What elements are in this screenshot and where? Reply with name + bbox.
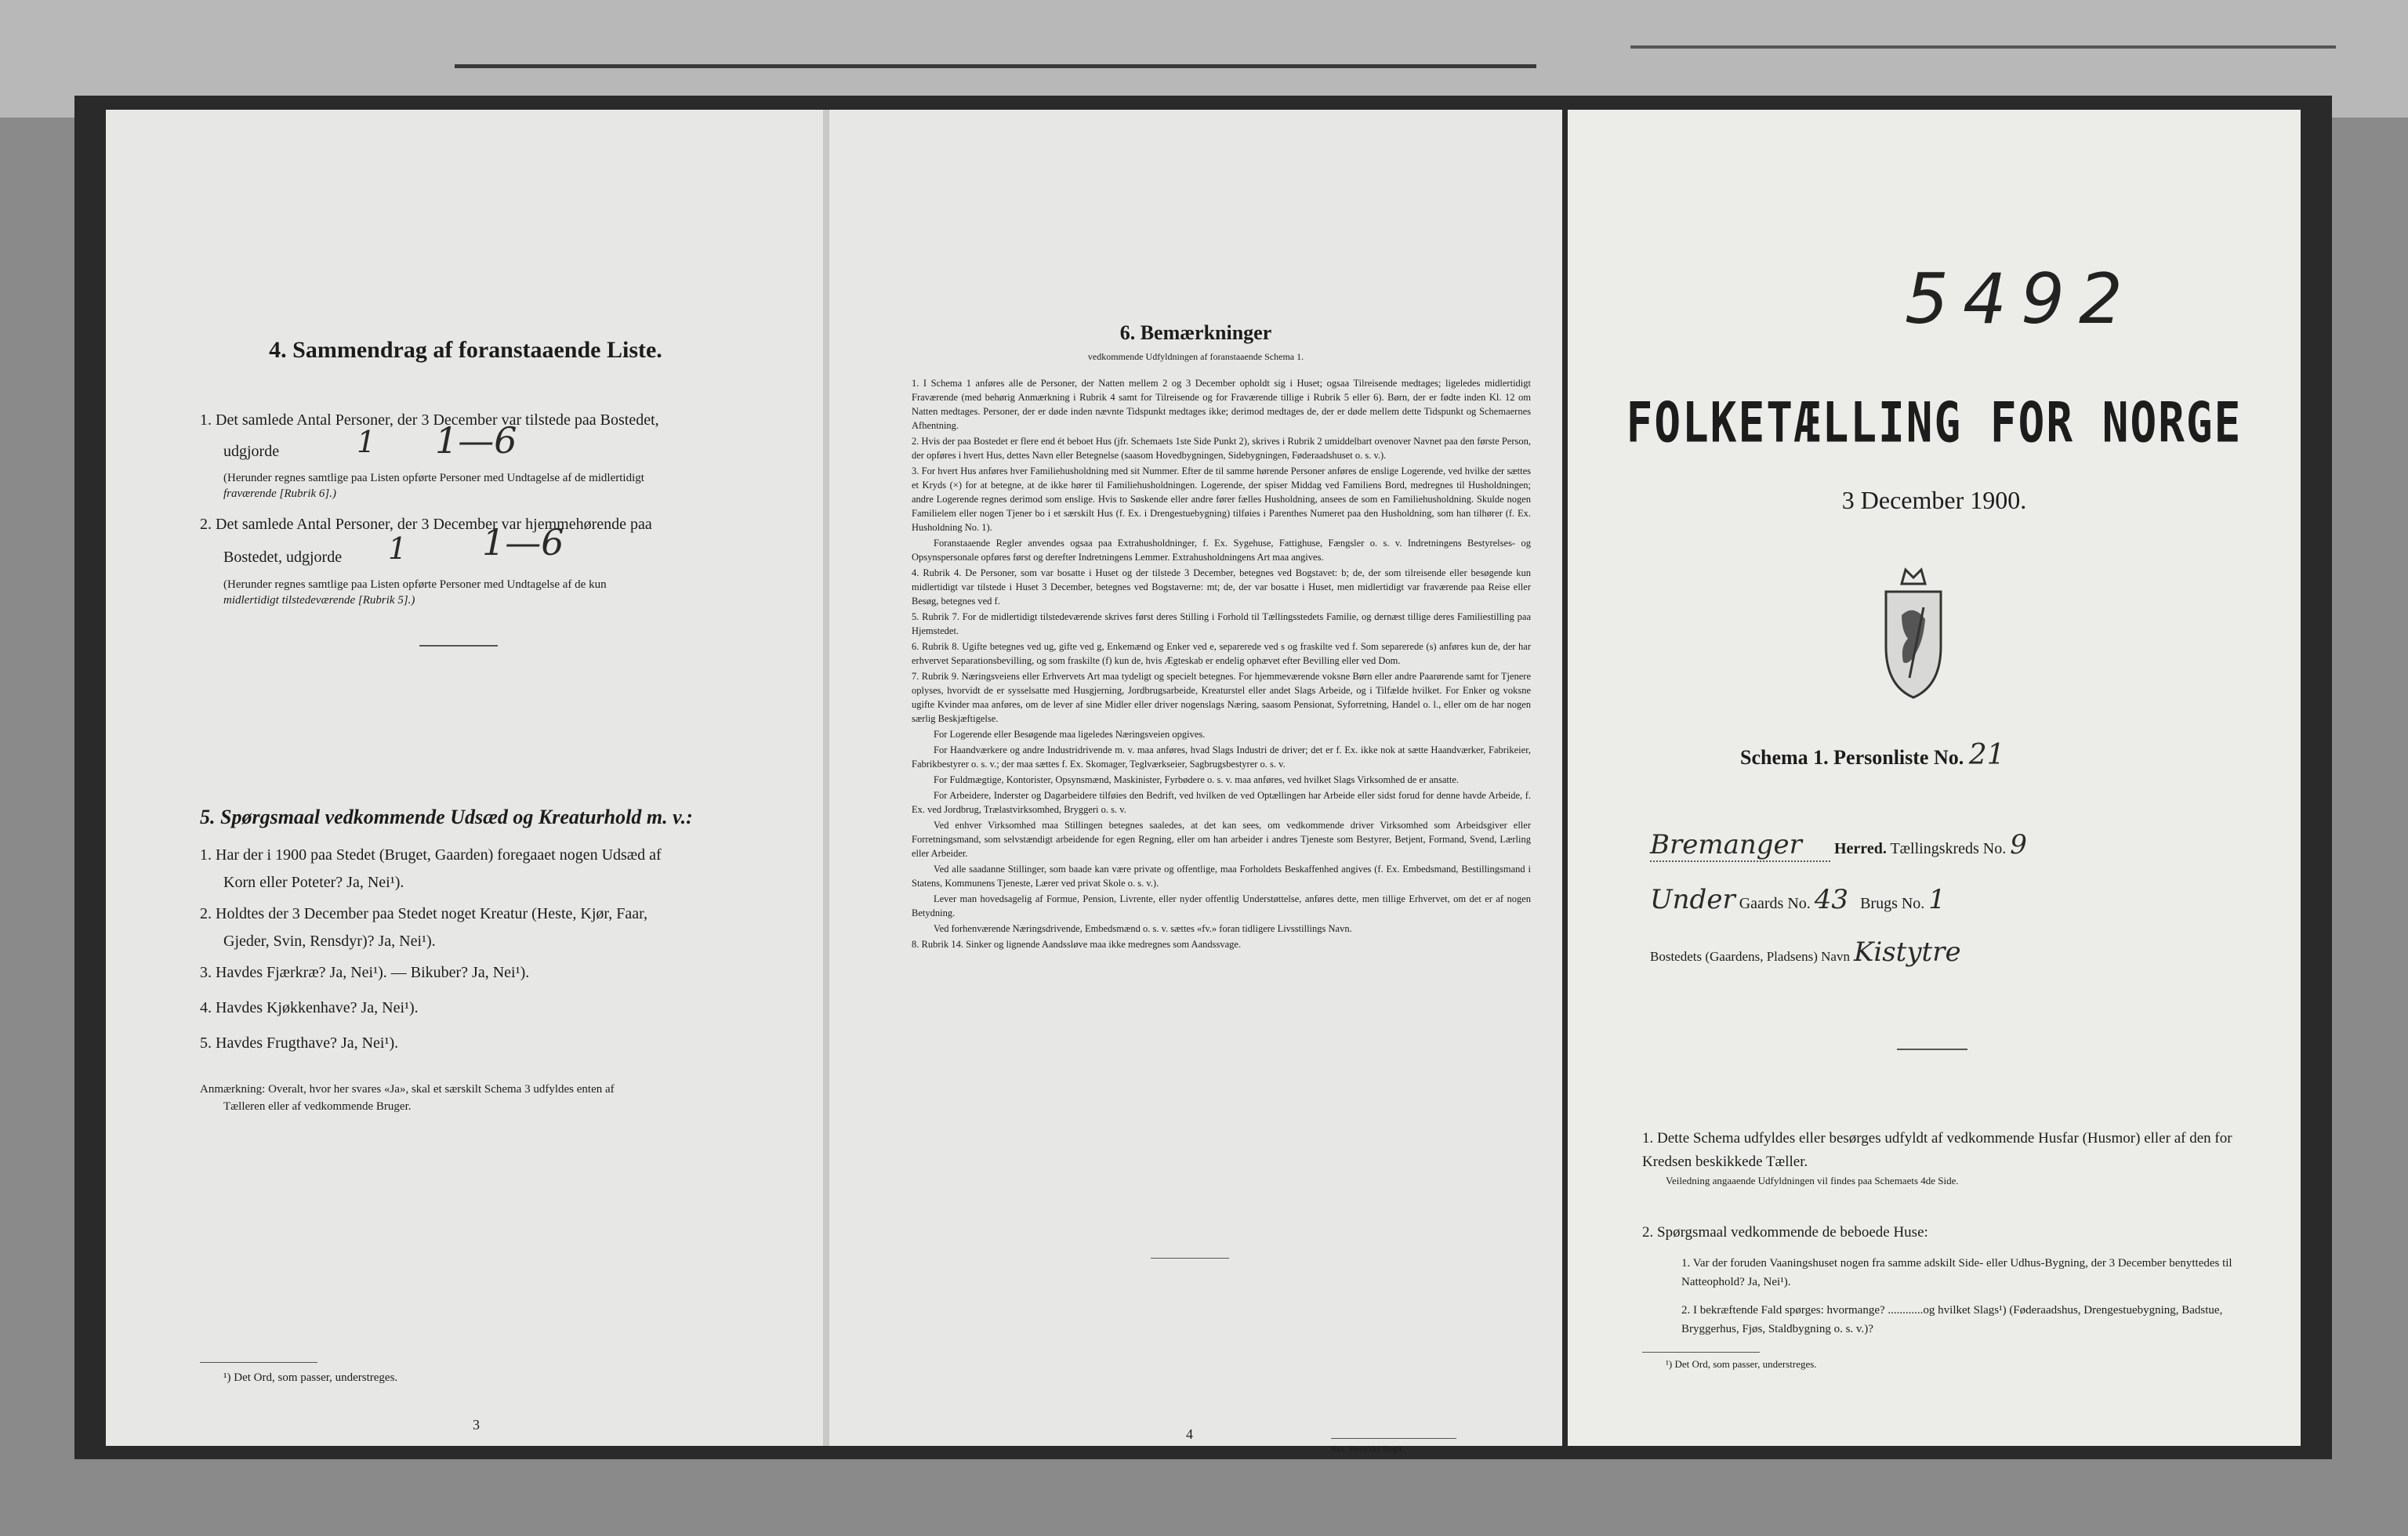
summary-item-1-line-1: 1. Det samlede Antal Personer, der 3 December var tilstede paa Bostedet,: [200, 411, 659, 429]
document-title: FOLKETÆLLING FOR NORGE: [1626, 391, 2243, 456]
remark-paragraph: 2. Hvis der paa Bostedet er flere end ét beboet Hus (jfr. Schemaets 1ste Side Punkt 2), skrives i Rubrik 2 umiddelbart ovenover Navnet paa den første Person, der opføres i hvert Hus, dettes Navn eller Betegnelse (saasom Hovedbygningen, Sidebygningen, Føderaadshuset o. s. v.).: [912, 436, 1531, 461]
summary-item-2-note-2: midlertidigt tilstedeværende [Rubrik 5].): [223, 594, 415, 607]
question-2-line-1: 2. Holdtes der 3 December paa Stedet noget Kreatur (Heste, Kjør, Faar,: [200, 905, 647, 922]
page-number: 3: [473, 1417, 480, 1433]
footnote-rule: [1642, 1352, 1760, 1353]
divider: [1151, 1258, 1229, 1259]
brug-number: 1: [1928, 884, 1946, 915]
summary-item-1-line-2: udgjorde: [223, 443, 280, 460]
printer-imprint: Kra. Steen'ske Bogtr.: [1331, 1444, 1405, 1454]
footnote: ¹) Det Ord, som passer, understreges.: [223, 1371, 398, 1384]
summary-item-2-line-2: Bostedet, udgjorde: [223, 549, 343, 566]
question-4: 4. Havdes Kjøkkenhave? Ja, Nei¹).: [200, 999, 419, 1016]
background-rule-right: [1630, 45, 2336, 49]
remark-paragraph: 7. Rubrik 9. Næringsveiens eller Erhvervets Art maa tydeligt og specielt betegnes. For hjemmeværende voksne Børn eller andre Paarørende samt for Tjenere oplyses, hvorvidt de er sysselsatte med Husgjerning, Jordbrugsarbeide, Kreaturstel eller andet Slags Arbeide, og i Tilfælde hvilket. For Enker og voksne ugifte Kvinder maa anføres, om de lever af sine Midler eller driver nogenslags Næring, saasom Pensionat, Syforretning, Handel o. l., eller om de har nogen særlig Beskjæftigelse.: [912, 671, 1531, 724]
remark-paragraph: For Arbeidere, Inderster og Dagarbeidere tilføies den Bedrift, ved hvilken de ved Optællingen har Arbeide eller sidst forud for denne havde Arbeide, f. Ex. ved Jordbrug, Trælastvirksomhed, Bryggeri o. s. v.: [912, 790, 1531, 815]
remark-paragraph: 1. I Schema 1 anføres alle de Personer, der Natten mellem 2 og 3 December opholdt sig i Huset; ogsaa Tilreisende medtages; ligeledes midlertidigt Fraværende (med behørig Anmærkning i Rubrik 4 samt for Tilreisende og for Fraværende tillige i Rubrik 5 eller 6). Børn, der er fødte inden Kl. 12 om Natten medtages. Personer, der er døde inden nævnte Tidspunkt medtages ikke; derimod medtages de, der er døde mellem dette Tidspunkt og Schemaernes Afhentning.: [912, 378, 1531, 431]
remark-paragraph: 6. Rubrik 8. Ugifte betegnes ved ug, gifte ved g, Enkemænd og Enker ved e, separerede ved s og fraskilte ved f. Som separerede (s) anføres kun de, der har erhvervet Separationsbevilling, og som fraskilte (f) kun de, hvis Ægteskab er endelig ophævet efter Bevilling eller ved Dom.: [912, 641, 1531, 666]
section-6-subtitle: vedkommende Udfyldningen af foranstaaende Schema 1.: [1087, 351, 1304, 362]
herred-field: Bremanger Herred. Tællingskreds No. 9: [1650, 829, 2027, 860]
page-number: 4: [1186, 1426, 1193, 1442]
remark-paragraph: Ved enhver Virksomhed maa Stillingen betegnes saaledes, at det kan sees, om vedkommende driver Virksomhed som Arbeidsgiver eller Forretningsmand, som selvstændigt arbeidende for egen Regning, eller om han arbeider i andres Tjeneste som Bestyrer, Betjent, Formand, Svend, Lærling eller Arbeider.: [912, 820, 1531, 859]
gaard-prefix: Under: [1650, 884, 1735, 915]
remark-paragraph: Ved alle saadanne Stillinger, som baade kan være private og offentlige, maa Forholdets Beskaffenhed angives (f. Ex. Embedsmand, Bestillingsmand i Statens, Kommunens Tjeneste, Lærer ved privat Skole o. s. v.).: [912, 864, 1531, 889]
remark-line-1: Anmærkning: Overalt, hvor her svares «Ja», skal et særskilt Schema 3 udfyldes enten af: [200, 1083, 615, 1096]
summary-item-2-handwritten-a: 1: [388, 531, 408, 566]
summary-item-1-note-1: (Herunder regnes samtlige paa Listen opførte Personer med Undtagelse af de midlertidigt: [223, 472, 644, 484]
remark-paragraph: 3. For hvert Hus anføres hver Familiehusholdning med sit Nummer. Efter de til samme hørende Personer anføres de enslige Logerende, ved hvilke der sættes et Kryds (×) for at betegne, at de ikke hører til Familiehusholdningen. Logerende, der spiser Middag ved Familiens Bord, medregnes til Husholdningen; andre Logerende regnes derimod som enslige. Hvis to Søskende eller andre fører fælles Husholdning, ansees de som en Familiehusholdning. Skulde nogen Familielem eller nogen Tjener bo i et særskilt Hus (f. Ex. i Drengestuebygning) tilføies i Parenthes Numeret paa den Husholdning, som han tilhører (f. Ex. Husholdning No. 1).: [912, 466, 1531, 533]
bosted-field: Bostedets (Gaardens, Pladsens) Navn Kistytre: [1650, 936, 1961, 968]
remark-paragraph: For Logerende eller Besøgende maa ligeledes Næringsveien opgives.: [934, 729, 1206, 740]
tellingskreds-value: 9: [2010, 829, 2027, 860]
question-2-line-2: Gjeder, Svin, Rensdyr)? Ja, Nei¹).: [223, 933, 436, 950]
ornament-divider: [1897, 1049, 1967, 1050]
census-date: 3 December 1900.: [1841, 486, 2027, 514]
norway-coat-of-arms-icon: [1878, 560, 1949, 701]
remark-paragraph: For Fuldmægtige, Kontorister, Opsynsmænd, Maskinister, Fyrbødere o. s. v. maa anføres, ved hvilket Slags Virksomhed de er ansatte.: [934, 774, 1460, 785]
footnote-rule: [200, 1362, 317, 1363]
instruction-1: 1. Dette Schema udfyldes eller besørges udfyldt af vedkommende Husfar (Husmor) eller af den for Kredsen beskikkede Tæller. Veiledning angaaende Udfyldningen vil findes paa Schemaets 4de Side.: [1642, 1130, 2232, 1186]
gaard-number: 43: [1814, 884, 1849, 915]
question-1-line-1: 1. Har der i 1900 paa Stedet (Bruget, Gaarden) foregaaet nogen Udsæd af: [200, 846, 662, 864]
summary-item-2-line-1: 2. Det samlede Antal Personer, der 3 December var hjemmehørende paa: [200, 516, 652, 533]
gaard-field: Under Gaards No. 43 Brugs No. 1: [1650, 884, 1946, 915]
question-3: 3. Havdes Fjærkræ? Ja, Nei¹). — Bikuber? Ja, Nei¹).: [200, 964, 530, 981]
instruction-2: 2. Spørgsmaal vedkommende de beboede Huse:: [1642, 1224, 1928, 1241]
remark-line-2: Tælleren eller af vedkommende Bruger.: [223, 1100, 412, 1113]
schema-label: Schema 1. Personliste No. 21: [1740, 739, 2005, 771]
divider: [419, 645, 498, 647]
question-1-line-2: Korn eller Poteter? Ja, Nei¹).: [223, 874, 404, 891]
background-rule: [455, 64, 1536, 68]
section-6-title: 6. Bemærkninger: [1119, 321, 1272, 344]
page-4: [829, 110, 1562, 1454]
summary-item-2-note-1: (Herunder regnes samtlige paa Listen opførte Personer med Undtagelse af de kun: [223, 578, 607, 591]
remark-paragraph: Foranstaaende Regler anvendes ogsaa paa Extrahusholdninger, f. Ex. Sygehuse, Fattighuse, Fængsler o. s. v. Indretningens Bestyrelses- og Opsynspersonale opføres først og derefter Indretningens Lemmer. Extrahusholdningens Art maa angives.: [912, 538, 1531, 563]
remark-paragraph: 8. Rubrik 14. Sinker og lignende Aandssløve maa ikke medregnes som Aandssvage.: [912, 939, 1242, 950]
section-5-title: 5. Spørgsmaal vedkommende Udsæd og Kreaturhold m. v.:: [200, 806, 693, 828]
page-gutter: [823, 110, 829, 1446]
register-number: 5492: [1905, 259, 2137, 339]
house-question-2: 2. I bekræftende Fald spørges: hvormange? ............og hvilket Slags¹) (Føderaadshus, Drengestuebygning, Badstue, Bryggerhus, Fjøs, Staldbygning o. s. v.)?: [1681, 1304, 2223, 1335]
footnote: ¹) Det Ord, som passer, understreges.: [1666, 1358, 1817, 1370]
page-1-cover: [1568, 110, 2301, 1446]
house-question-1: 1. Var der foruden Vaaningshuset nogen fra samme adskilt Side- eller Udhus-Bygning, der 3 December benyttedes til Natteophold? Ja, Nei¹).: [1681, 1257, 2232, 1288]
remark-paragraph: 4. Rubrik 4. De Personer, som var bosatte i Huset og der tilstede 3 December, betegnes ved Bogstavet: b; de, der som tilreisende eller besøgende kun midlertidigt var tilstede i Huset 3 December, betegnes ved Bogstaverne: mt; de, der var bosatte i Huset, men midlertidigt var fraværende paa Reise eller Besøg, betegnes ved f.: [912, 567, 1531, 607]
question-5: 5. Havdes Frugthave? Ja, Nei¹).: [200, 1034, 399, 1052]
remark-paragraph: Lever man hovedsagelig af Formue, Pension, Livrente, eller nyder offentlig Understøttelse, anføres dette, men tillige Erhvervet, om det er af nogen Betydning.: [912, 893, 1531, 918]
personliste-number: 21: [1968, 739, 2005, 771]
summary-item-1-note-2: fraværende [Rubrik 6].): [223, 487, 337, 500]
printer-rule: [1331, 1438, 1456, 1439]
remark-paragraph: For Haandværkere og andre Industridrivende m. v. maa anføres, hvad Slags Industri de driver; det er f. Ex. ikke nok at sætte Haandværker, Fabrikeier, Fabrikbestyrer o. s. v.; der maa sættes f. Ex. Skomager, Teglværkseier, Sagbrugsbestyrer o. s. v.: [912, 744, 1531, 770]
bosted-value: Kistytre: [1853, 936, 1961, 968]
remark-paragraph: Ved forhenværende Næringsdrivende, Embedsmænd o. s. v. sættes «fv.» foran tidligere Livsstillings Navn.: [934, 923, 1352, 934]
section-4-title: 4. Sammendrag af foranstaaende Liste.: [269, 337, 662, 363]
summary-item-2-handwritten-b: 1—6: [482, 521, 564, 563]
summary-item-1-handwritten-b: 1—6: [435, 419, 517, 462]
remark-paragraph: 5. Rubrik 7. For de midlertidigt tilstedeværende skrives først deres Stilling i Forhold til Tællingsstedets Familie, og dernæst tillige deres Familiestilling paa Hjemstedet.: [912, 611, 1531, 636]
summary-item-1-handwritten-a: 1: [357, 425, 376, 459]
herred-value: Bremanger: [1650, 829, 1802, 860]
page-3: [106, 110, 825, 1446]
remarks-body: [912, 376, 1531, 953]
